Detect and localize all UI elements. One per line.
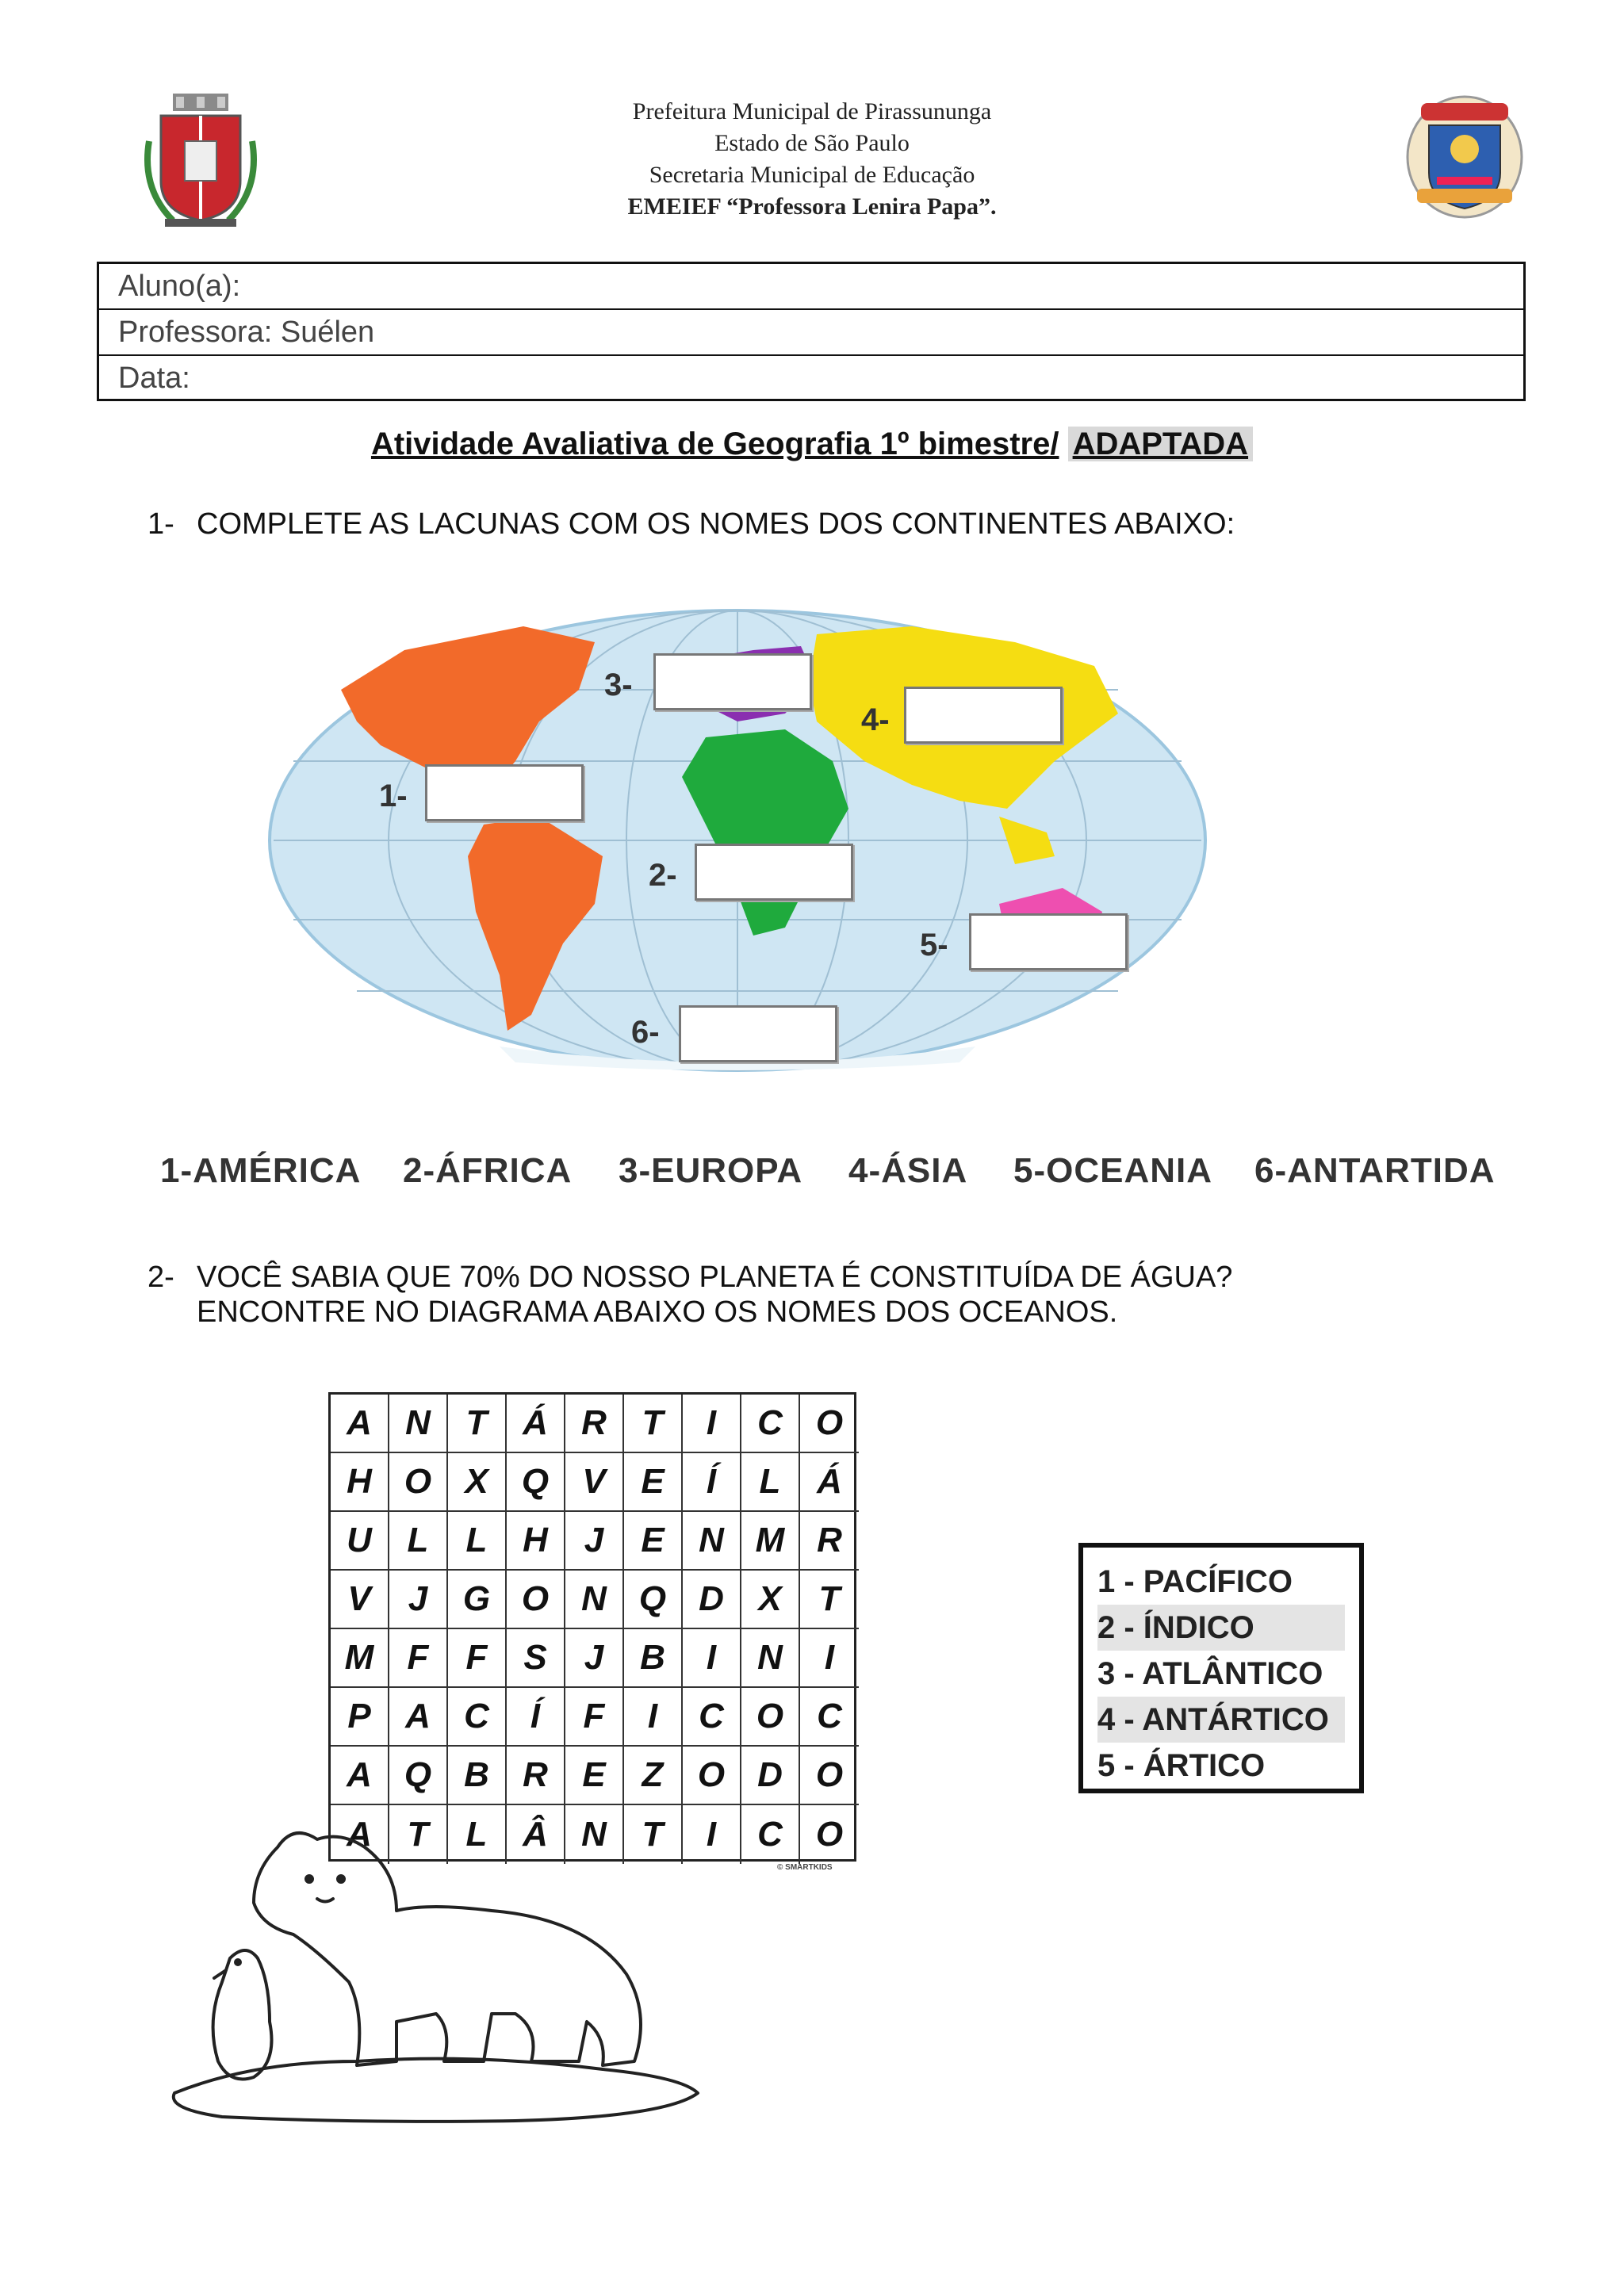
grid-cell[interactable]: V (331, 1571, 389, 1629)
polar-bear-penguin-illustration (159, 1823, 714, 2125)
grid-cell[interactable]: A (389, 1688, 448, 1747)
grid-cell[interactable]: E (624, 1512, 683, 1571)
adapted-tag: ADAPTADA (1068, 427, 1253, 461)
teacher-label: Professora: Suélen (118, 316, 375, 349)
grid-cell[interactable]: J (565, 1512, 624, 1571)
grid-cell[interactable]: O (507, 1571, 565, 1629)
grid-cell[interactable]: L (741, 1453, 800, 1512)
grid-cell[interactable]: D (741, 1747, 800, 1805)
grid-cell[interactable]: X (448, 1453, 507, 1512)
grid-cell[interactable]: T (800, 1571, 859, 1629)
grid-cell[interactable]: O (800, 1395, 859, 1453)
grid-cell[interactable]: C (683, 1688, 741, 1747)
question-1 (147, 507, 1496, 547)
grid-cell[interactable]: V (565, 1453, 624, 1512)
grid-cell[interactable]: M (331, 1629, 389, 1688)
key-europe: 3-EUROPA (619, 1151, 803, 1190)
municipal-crest-left (141, 94, 260, 228)
grid-cell[interactable]: N (683, 1512, 741, 1571)
grid-cell[interactable]: R (800, 1512, 859, 1571)
key-asia: 4-ÁSIA (848, 1151, 968, 1190)
header-secretariat: Secretaria Municipal de Educação (649, 162, 975, 188)
grid-credit: © SMARTKIDS (777, 1863, 833, 1872)
question-2-number: 2- (147, 1261, 174, 1294)
date-label: Data: (118, 362, 190, 395)
grid-cell[interactable]: Q (507, 1453, 565, 1512)
answer-blank-6[interactable] (679, 1005, 837, 1062)
grid-cell[interactable]: F (389, 1629, 448, 1688)
grid-cell[interactable]: J (565, 1629, 624, 1688)
grid-cell[interactable]: Q (624, 1571, 683, 1629)
grid-cell[interactable]: O (741, 1688, 800, 1747)
student-name-label: Aluno(a): (118, 270, 241, 303)
key-antarctica: 6-ANTARTIDA (1254, 1151, 1496, 1190)
grid-cell[interactable]: R (565, 1395, 624, 1453)
grid-cell[interactable]: A (331, 1395, 389, 1453)
grid-cell[interactable]: Â (507, 1805, 565, 1864)
activity-title (0, 427, 1624, 462)
grid-cell[interactable]: Í (683, 1453, 741, 1512)
map-label-2: 2- (649, 858, 677, 893)
grid-cell[interactable]: B (624, 1629, 683, 1688)
answer-blank-1[interactable] (425, 764, 584, 821)
answer-blank-3[interactable] (653, 653, 812, 710)
question-2-line-2: ENCONTRE NO DIAGRAMA ABAIXO OS NOMES DOS OCEANOS. (197, 1295, 1118, 1329)
activity-title-main: Atividade Avaliativa de Geografia 1º bimestre/ (370, 427, 1059, 461)
grid-cell[interactable]: O (683, 1747, 741, 1805)
grid-cell[interactable]: O (389, 1453, 448, 1512)
grid-cell[interactable]: I (683, 1629, 741, 1688)
grid-cell[interactable]: T (624, 1395, 683, 1453)
grid-cell[interactable]: N (389, 1395, 448, 1453)
grid-cell[interactable]: A (331, 1747, 389, 1805)
grid-cell[interactable]: U (331, 1512, 389, 1571)
grid-cell[interactable]: C (448, 1688, 507, 1747)
grid-cell[interactable]: B (448, 1747, 507, 1805)
grid-cell[interactable]: I (800, 1629, 859, 1688)
grid-cell[interactable]: N (565, 1805, 624, 1864)
grid-cell[interactable]: A (331, 1805, 389, 1864)
grid-cell[interactable]: F (448, 1629, 507, 1688)
school-crest-right (1405, 94, 1524, 220)
answer-blank-4[interactable] (904, 687, 1063, 744)
grid-cell[interactable]: T (624, 1805, 683, 1864)
grid-cell[interactable]: Z (624, 1747, 683, 1805)
grid-cell[interactable]: G (448, 1571, 507, 1629)
grid-cell[interactable]: E (624, 1453, 683, 1512)
grid-cell[interactable]: L (448, 1512, 507, 1571)
grid-cell[interactable]: X (741, 1571, 800, 1629)
grid-cell[interactable]: N (565, 1571, 624, 1629)
map-label-4: 4- (861, 702, 890, 737)
grid-cell[interactable]: Q (389, 1747, 448, 1805)
grid-cell[interactable]: O (800, 1747, 859, 1805)
student-info-table (97, 262, 1526, 401)
question-1-number: 1- (147, 507, 174, 541)
ocean-item-antarctic: 4 - ANTÁRTICO (1097, 1697, 1345, 1743)
grid-cell[interactable]: H (331, 1453, 389, 1512)
grid-cell[interactable]: T (448, 1395, 507, 1453)
teacher-row (99, 310, 1523, 356)
grid-cell[interactable]: I (624, 1688, 683, 1747)
map-label-5: 5- (920, 928, 948, 962)
map-label-6: 6- (631, 1015, 660, 1050)
answer-blank-2[interactable] (695, 844, 853, 901)
question-1-text: COMPLETE AS LACUNAS COM OS NOMES DOS CONTINENTES ABAIXO: (197, 507, 1235, 541)
date-row[interactable] (99, 356, 1523, 402)
question-2-line-1: VOCÊ SABIA QUE 70% DO NOSSO PLANETA É CONSTITUÍDA DE ÁGUA? (197, 1261, 1233, 1294)
student-name-row[interactable] (99, 264, 1523, 310)
grid-cell[interactable]: P (331, 1688, 389, 1747)
grid-cell[interactable]: H (507, 1512, 565, 1571)
header-municipality: Prefeitura Municipal de Pirassununga (632, 98, 992, 124)
key-america: 1-AMÉRICA (160, 1151, 362, 1190)
grid-cell[interactable]: L (448, 1805, 507, 1864)
header-school: EMEIEF “Professora Lenira Papa”. (627, 193, 997, 220)
grid-cell[interactable]: L (389, 1512, 448, 1571)
grid-cell[interactable]: M (741, 1512, 800, 1571)
key-oceania: 5-OCEANIA (1013, 1151, 1213, 1190)
grid-cell[interactable]: F (565, 1688, 624, 1747)
grid-cell[interactable]: Á (507, 1395, 565, 1453)
map-label-3: 3- (604, 668, 633, 702)
key-africa: 2-ÁFRICA (403, 1151, 573, 1190)
world-map (262, 603, 1213, 1078)
answer-blank-5[interactable] (969, 913, 1128, 970)
header-state: Estado de São Paulo (714, 130, 910, 156)
grid-cell[interactable]: E (565, 1747, 624, 1805)
grid-cell[interactable]: R (507, 1747, 565, 1805)
ocean-item-indian: 2 - ÍNDICO (1097, 1605, 1345, 1651)
word-search-grid (328, 1392, 856, 1862)
ocean-item-arctic: 5 - ÁRTICO (1097, 1748, 1266, 1783)
grid-cell[interactable]: D (683, 1571, 741, 1629)
grid-cell[interactable]: Í (507, 1688, 565, 1747)
grid-cell[interactable]: C (741, 1395, 800, 1453)
grid-cell[interactable]: J (389, 1571, 448, 1629)
grid-cell[interactable]: C (800, 1688, 859, 1747)
grid-cell[interactable]: T (389, 1805, 448, 1864)
grid-cell[interactable]: N (741, 1629, 800, 1688)
grid-cell[interactable]: S (507, 1629, 565, 1688)
grid-cell[interactable]: Á (800, 1453, 859, 1512)
ocean-item-pacific: 1 - PACÍFICO (1097, 1564, 1293, 1599)
map-label-1: 1- (379, 779, 408, 813)
grid-cell[interactable]: O (815, 1815, 844, 1854)
grid-cell[interactable]: I (683, 1805, 741, 1864)
grid-cell[interactable]: I (683, 1395, 741, 1453)
ocean-list-box (1078, 1543, 1364, 1793)
grid-cell[interactable]: C (741, 1805, 800, 1864)
question-2 (147, 1261, 1496, 1340)
ocean-item-atlantic: 3 - ATLÂNTICO (1097, 1656, 1323, 1691)
